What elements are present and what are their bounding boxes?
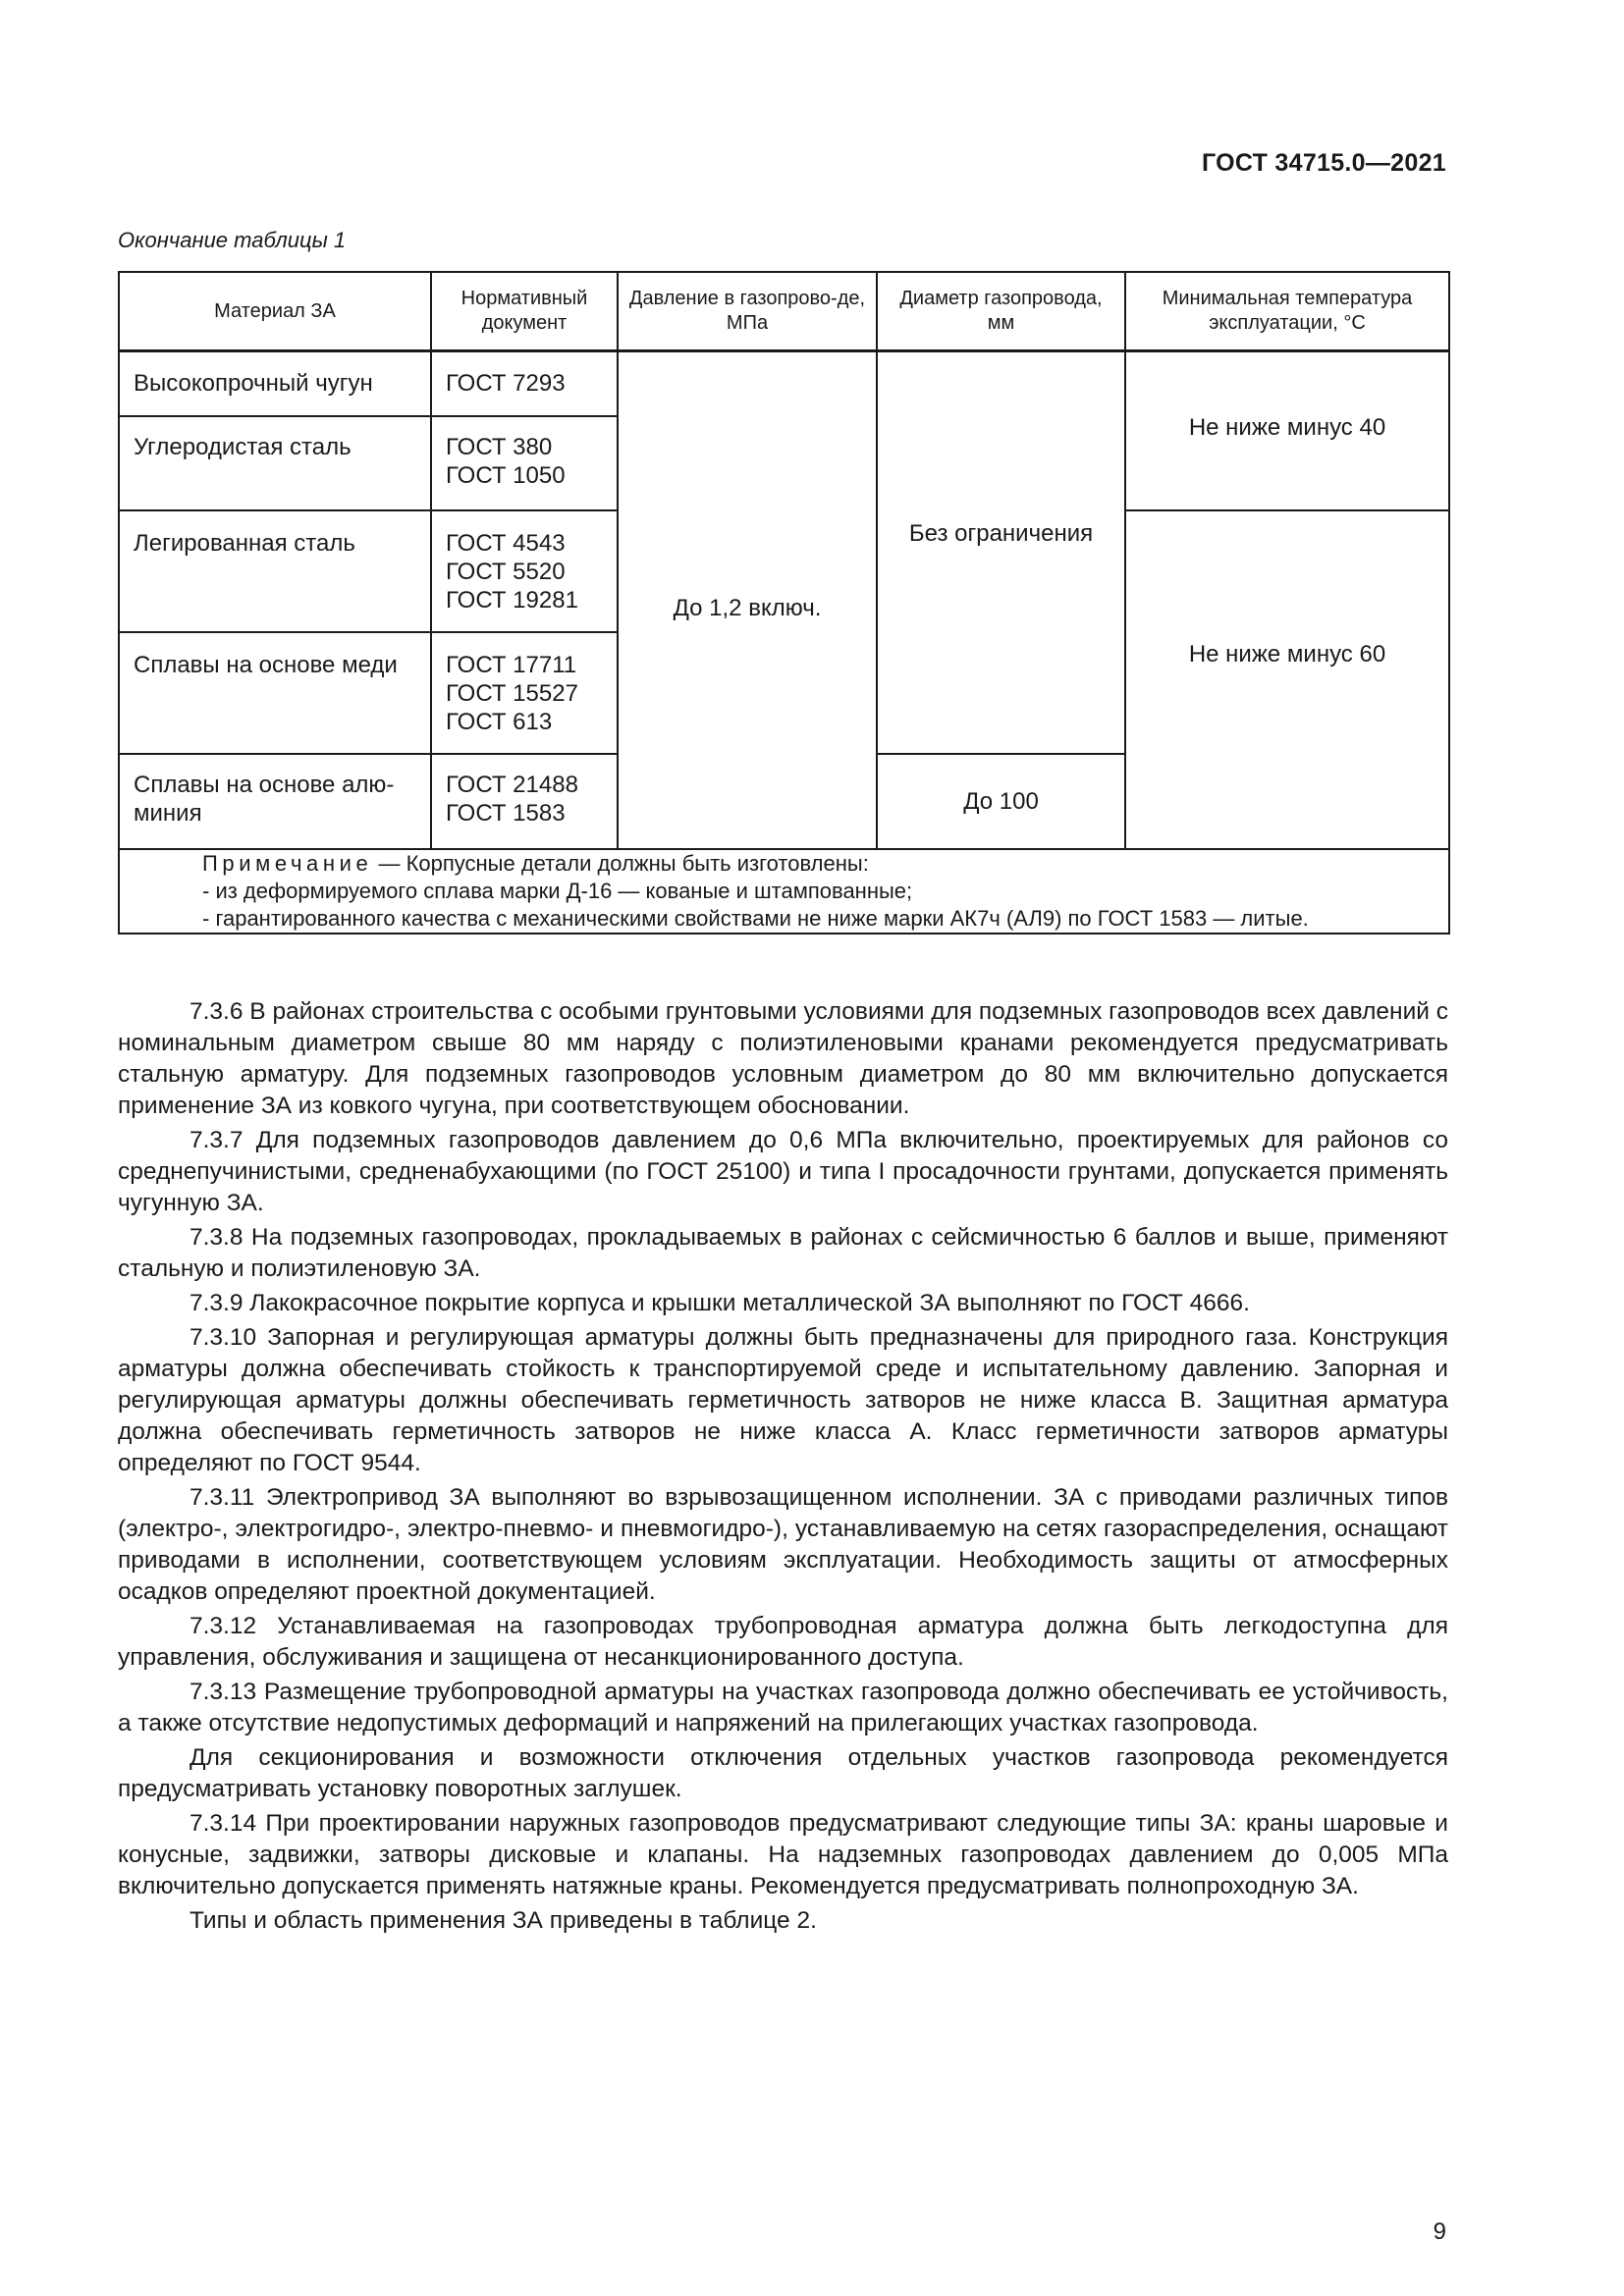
pressure-cell: До 1,2 включ.: [618, 351, 877, 849]
paragraph-sectioning: Для секционирования и возможности отключения отдельных участков газопровода рекомендуется предусматривать установку поворотных заглушек.: [118, 1744, 1448, 1802]
paragraph-7-3-6: 7.3.6 В районах строительства с особыми грунтовыми условиями для подземных газопроводов всех давлений с номинальным диаметром свыше 80 мм наряду с полиэтиленовыми кранами рекомендуется предусматривать стальную арматуру. Для подземных газопроводов условным диаметром до 80 мм включительно допускается применение ЗА из ковкого чугуна, при соответствующем обосновании.: [118, 998, 1448, 1119]
document-cell: ГОСТ 7293: [431, 351, 618, 416]
page-number: 9: [1433, 2218, 1446, 2245]
paragraph-7-3-9: 7.3.9 Лакокрасочное покрытие корпуса и крышки металлической ЗА выполняют по ГОСТ 4666.: [189, 1290, 1250, 1316]
paragraph-7-3-8: 7.3.8 На подземных газопроводах, прокладываемых в районах с сейсмичностью 6 баллов и выше, применяют стальную и полиэтиленовую ЗА.: [118, 1224, 1448, 1282]
paragraph-7-3-10: 7.3.10 Запорная и регулирующая арматуры должны быть предназначены для природного газа. Конструкция арматуры должна обеспечивать стойкость к транспортируемой среде и испытательному давлению. Запорная и регулирующая арматуры должны обеспечивать герметичность затворов не ниже класса В. Защитная арматура должна обеспечивать герметичность затворов не ниже класса А. Класс герметичности затворов арматуры определяют по ГОСТ 9544.: [118, 1324, 1448, 1476]
note-line: - из деформируемого сплава марки Д-16 — кованые и штампованные;: [202, 878, 913, 903]
material-cell: Легированная сталь: [119, 510, 431, 632]
table-header-row: [119, 272, 1449, 351]
document-cell: ГОСТ 4543 ГОСТ 5520 ГОСТ 19281: [431, 510, 618, 632]
column-header-document: Нормативный документ: [431, 272, 618, 351]
document-cell: ГОСТ 21488 ГОСТ 1583: [431, 754, 618, 849]
diameter-cell: Без ограничения: [877, 351, 1125, 754]
material-cell: Высокопрочный чугун: [119, 351, 431, 416]
document-standard-number: ГОСТ 34715.0—2021: [1201, 149, 1446, 177]
material-cell: Сплавы на основе алю- миния: [119, 754, 431, 849]
document-cell: ГОСТ 380 ГОСТ 1050: [431, 416, 618, 510]
paragraph-7-3-13: 7.3.13 Размещение трубопроводной арматуры на участках газопровода должно обеспечивать ее устойчивость, а также отсутствие недопустимых деформаций и напряжений на прилегающих участках газопровода.: [118, 1679, 1448, 1736]
temperature-cell: Не ниже минус 40: [1125, 351, 1449, 510]
column-header-material: Материал ЗА: [119, 272, 431, 351]
material-cell: Углеродистая сталь: [119, 416, 431, 510]
note-line: - гарантированного качества с механическими свойствами не ниже марки АК7ч (АЛ9) по ГОСТ 1583 — литые.: [202, 905, 1309, 931]
table-caption: Окончание таблицы 1: [118, 228, 347, 252]
document-cell: ГОСТ 17711 ГОСТ 15527 ГОСТ 613: [431, 632, 618, 754]
paragraph-7-3-14: 7.3.14 При проектировании наружных газопроводов предусматривают следующие типы ЗА: краны шаровые и конусные, задвижки, затворы дисковые и клапаны. На надземных газопроводах давлением до 0,005 МПа включительно допускается применять натяжные краны. Рекомендуется предусматривать полнопроходную ЗА.: [118, 1810, 1448, 1899]
paragraph-7-3-12: 7.3.12 Устанавливаемая на газопроводах трубопроводная арматура должна быть легкодоступна для управления, обслуживания и защищена от несанкционированного доступа.: [118, 1613, 1448, 1671]
table-row: [119, 351, 1449, 416]
table-note-row: [119, 849, 1449, 934]
note-intro: — Корпусные детали должны быть изготовлены:: [372, 850, 869, 876]
paragraph-7-3-11: 7.3.11 Электропривод ЗА выполняют во взрывозащищенном исполнении. ЗА с приводами различных типов (электро-, электрогидро-, электро-пневмо- и пневмогидро-), устанавливаемую на сетях газораспределения, оснащают приводами в исполнении, соответствующем условиям эксплуатации. Необходимость защиты от атмосферных осадков определяют проектной документацией.: [118, 1484, 1448, 1605]
body-text: [118, 996, 1448, 1940]
temperature-cell: Не ниже минус 60: [1125, 510, 1449, 849]
material-cell: Сплавы на основе меди: [119, 632, 431, 754]
table-note: [119, 849, 1449, 934]
diameter-cell: До 100: [877, 754, 1125, 849]
column-header-temperature: Минимальная температура эксплуатации, °С: [1125, 272, 1449, 351]
note-title: Примечание: [202, 850, 373, 876]
paragraph-7-3-7: 7.3.7 Для подземных газопроводов давлением до 0,6 МПа включительно, проектируемых для районов со среднепучинистыми, средненабухающими (по ГОСТ 25100) и типа I просадочности грунтами, допускается применять чугунную ЗА.: [118, 1127, 1448, 1216]
column-header-pressure: Давление в газопрово-де, МПа: [618, 272, 877, 351]
column-header-diameter: Диаметр газопровода, мм: [877, 272, 1125, 351]
paragraph-table-reference: Типы и область применения ЗА приведены в таблице 2.: [189, 1907, 817, 1934]
materials-table: [118, 271, 1450, 934]
